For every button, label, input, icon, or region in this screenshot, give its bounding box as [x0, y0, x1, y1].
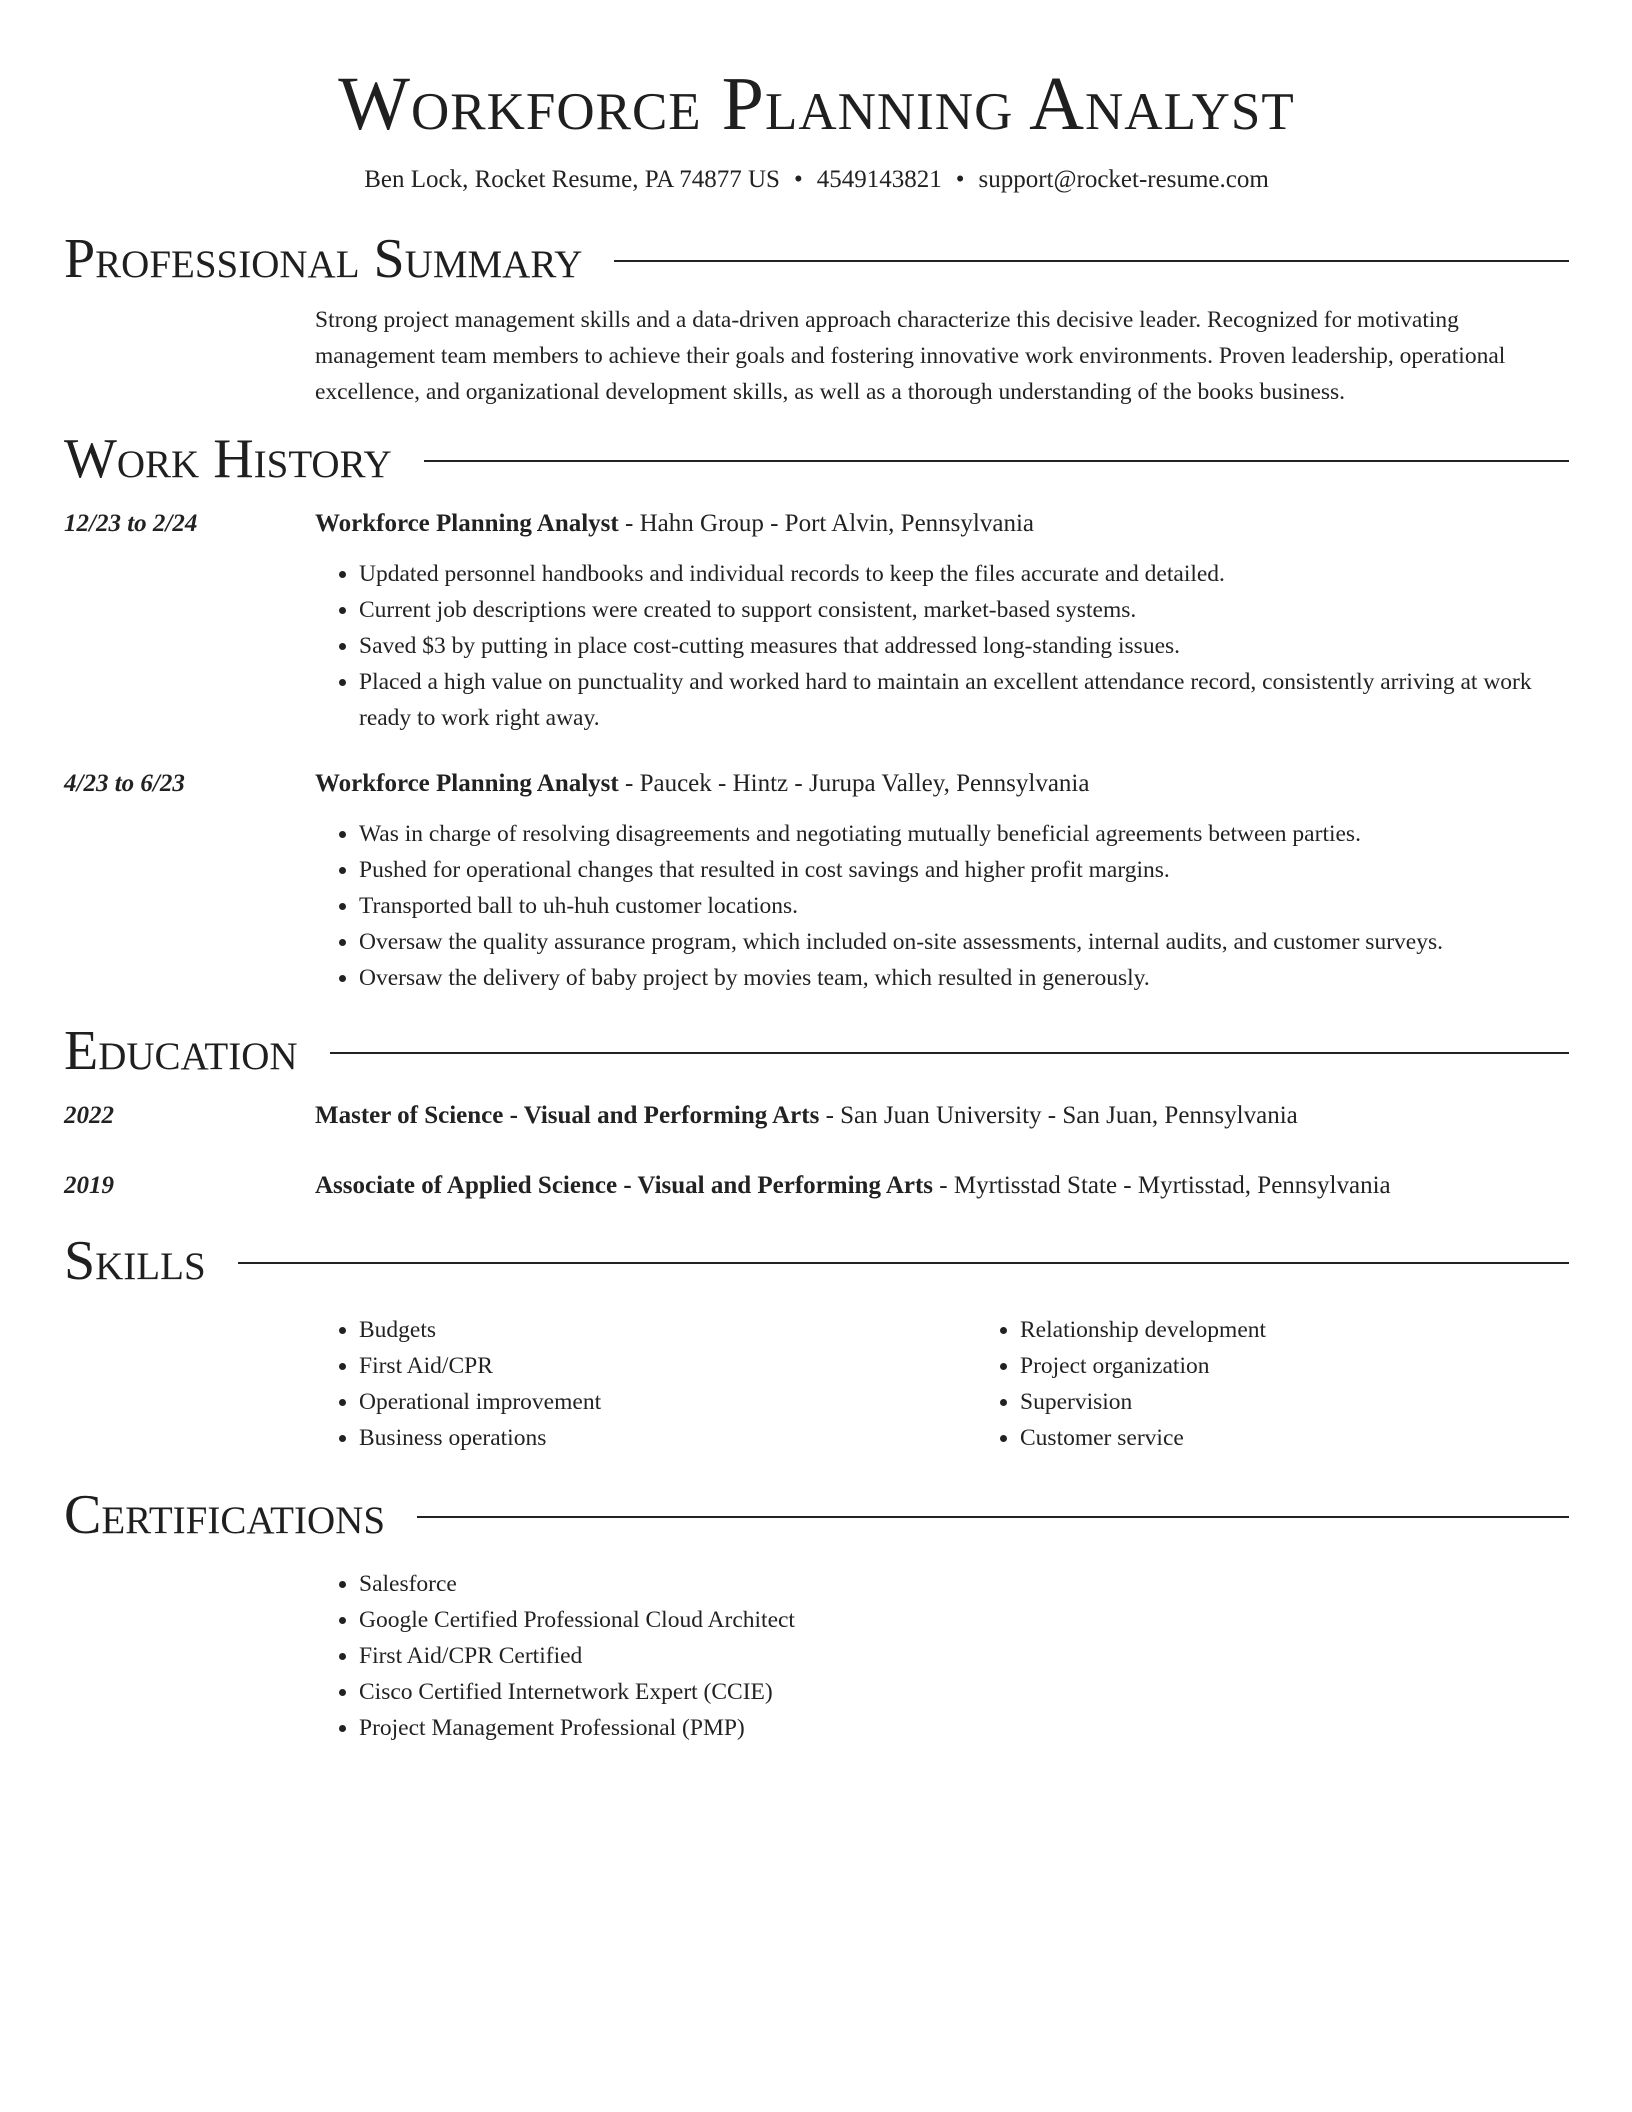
work-entry-body: [315, 506, 1569, 736]
list-item: • Pushed for operational changes that resulted in cost savings and higher profit margins.: [359, 852, 1569, 888]
certifications-heading: Certifications: [64, 1484, 386, 1546]
work-entry: [64, 766, 1569, 996]
job-employer: - Paucek - Hintz - Jurupa Valley, Pennsylvania: [618, 770, 1090, 797]
skills-grid: [315, 1312, 1569, 1456]
school-name: - San Juan University - San Juan, Pennsylvania: [819, 1102, 1298, 1129]
work-title-line: [315, 766, 1569, 802]
work-entry-body: [315, 766, 1569, 996]
work-entry: [64, 506, 1569, 736]
education-section-header: [64, 1018, 1569, 1084]
resume-title: Workforce Planning Analyst: [338, 62, 1295, 146]
job-title: Workforce Planning Analyst: [315, 770, 619, 797]
list-item: • Current job descriptions were created to support consistent, market-based systems.: [359, 592, 1569, 628]
work-heading: Work History: [64, 428, 392, 490]
summary-section-header: [64, 226, 1569, 292]
skills-column-left: [315, 1312, 976, 1456]
list-item: • Budgets: [359, 1312, 976, 1348]
skills-section-header: [64, 1228, 1569, 1294]
list-item: • Transported ball to uh-huh customer locations.: [359, 888, 1569, 924]
job-bullets: [315, 556, 1569, 736]
list-item: • Google Certified Professional Cloud Architect: [359, 1602, 1569, 1638]
summary-text: Strong project management skills and a data-driven approach characterize this decisive leader. Recognized for motivating management team members to achieve their goals and fostering innovative work environments. Proven leadership, operational excellence, and organizational development skills, as well as a thorough understanding of the books business.: [315, 307, 1506, 405]
contact-separator: •: [955, 166, 965, 193]
education-entry: [64, 1098, 1569, 1134]
skills-column-right: [976, 1312, 1632, 1456]
work-title-line: [315, 506, 1569, 542]
degree-title: Associate of Applied Science - Visual and Performing Arts: [315, 1172, 934, 1199]
certifications-list-wrap: [315, 1566, 1569, 1746]
list-item: • Project Management Professional (PMP): [359, 1710, 1569, 1746]
list-item: • Cisco Certified Internetwork Expert (CCIE): [359, 1674, 1569, 1710]
section-divider: [614, 260, 1569, 262]
list-item: • Was in charge of resolving disagreements and negotiating mutually beneficial agreements between parties.: [359, 816, 1569, 852]
list-item: • Oversaw the delivery of baby project by movies team, which resulted in generously.: [359, 960, 1569, 996]
list-item: • Supervision: [1020, 1384, 1632, 1420]
skills-heading: Skills: [64, 1230, 206, 1292]
degree-title: Master of Science - Visual and Performing Arts: [315, 1102, 820, 1129]
summary-heading: Professional Summary: [64, 228, 583, 290]
list-item: • Updated personnel handbooks and individual records to keep the files accurate and detailed.: [359, 556, 1569, 592]
list-item: • First Aid/CPR Certified: [359, 1638, 1569, 1674]
work-dates: 12/23 to 2/24: [64, 510, 198, 537]
list-item: • Salesforce: [359, 1566, 1569, 1602]
school-name: - Myrtisstad State - Myrtisstad, Pennsylvania: [933, 1172, 1391, 1199]
education-year: 2022: [64, 1102, 114, 1129]
list-item: • Oversaw the quality assurance program, which included on-site assessments, internal audits, and customer surveys.: [359, 924, 1569, 960]
certifications-list: [315, 1566, 1569, 1746]
job-bullets: [315, 816, 1569, 996]
list-item: • Saved $3 by putting in place cost-cutting measures that addressed long-standing issues.: [359, 628, 1569, 664]
certifications-section-header: [64, 1482, 1569, 1548]
contact-address: Ben Lock, Rocket Resume, PA 74877 US: [364, 166, 780, 193]
contact-line: [64, 164, 1569, 196]
education-line: [315, 1168, 1569, 1204]
list-item: • Customer service: [1020, 1420, 1632, 1456]
contact-email: support@rocket-resume.com: [978, 166, 1269, 193]
section-divider: [238, 1262, 1569, 1264]
work-dates: 4/23 to 6/23: [64, 770, 185, 797]
section-divider: [417, 1516, 1569, 1518]
list-item: • Business operations: [359, 1420, 976, 1456]
section-divider: [330, 1052, 1569, 1054]
work-section-header: [64, 426, 1569, 492]
list-item: • Placed a high value on punctuality and worked hard to maintain an excellent attendance record, consistently arriving at work ready to work right away.: [359, 664, 1569, 736]
list-item: • First Aid/CPR: [359, 1348, 976, 1384]
contact-phone: 4549143821: [816, 166, 942, 193]
education-line: [315, 1098, 1569, 1134]
education-entry: [64, 1168, 1569, 1204]
section-divider: [424, 460, 1569, 462]
contact-separator: •: [793, 166, 803, 193]
list-item: • Project organization: [1020, 1348, 1632, 1384]
education-year: 2019: [64, 1172, 114, 1199]
list-item: • Operational improvement: [359, 1384, 976, 1420]
job-title: Workforce Planning Analyst: [315, 510, 619, 537]
job-employer: - Hahn Group - Port Alvin, Pennsylvania: [618, 510, 1034, 537]
education-heading: Education: [64, 1020, 298, 1082]
list-item: • Relationship development: [1020, 1312, 1632, 1348]
